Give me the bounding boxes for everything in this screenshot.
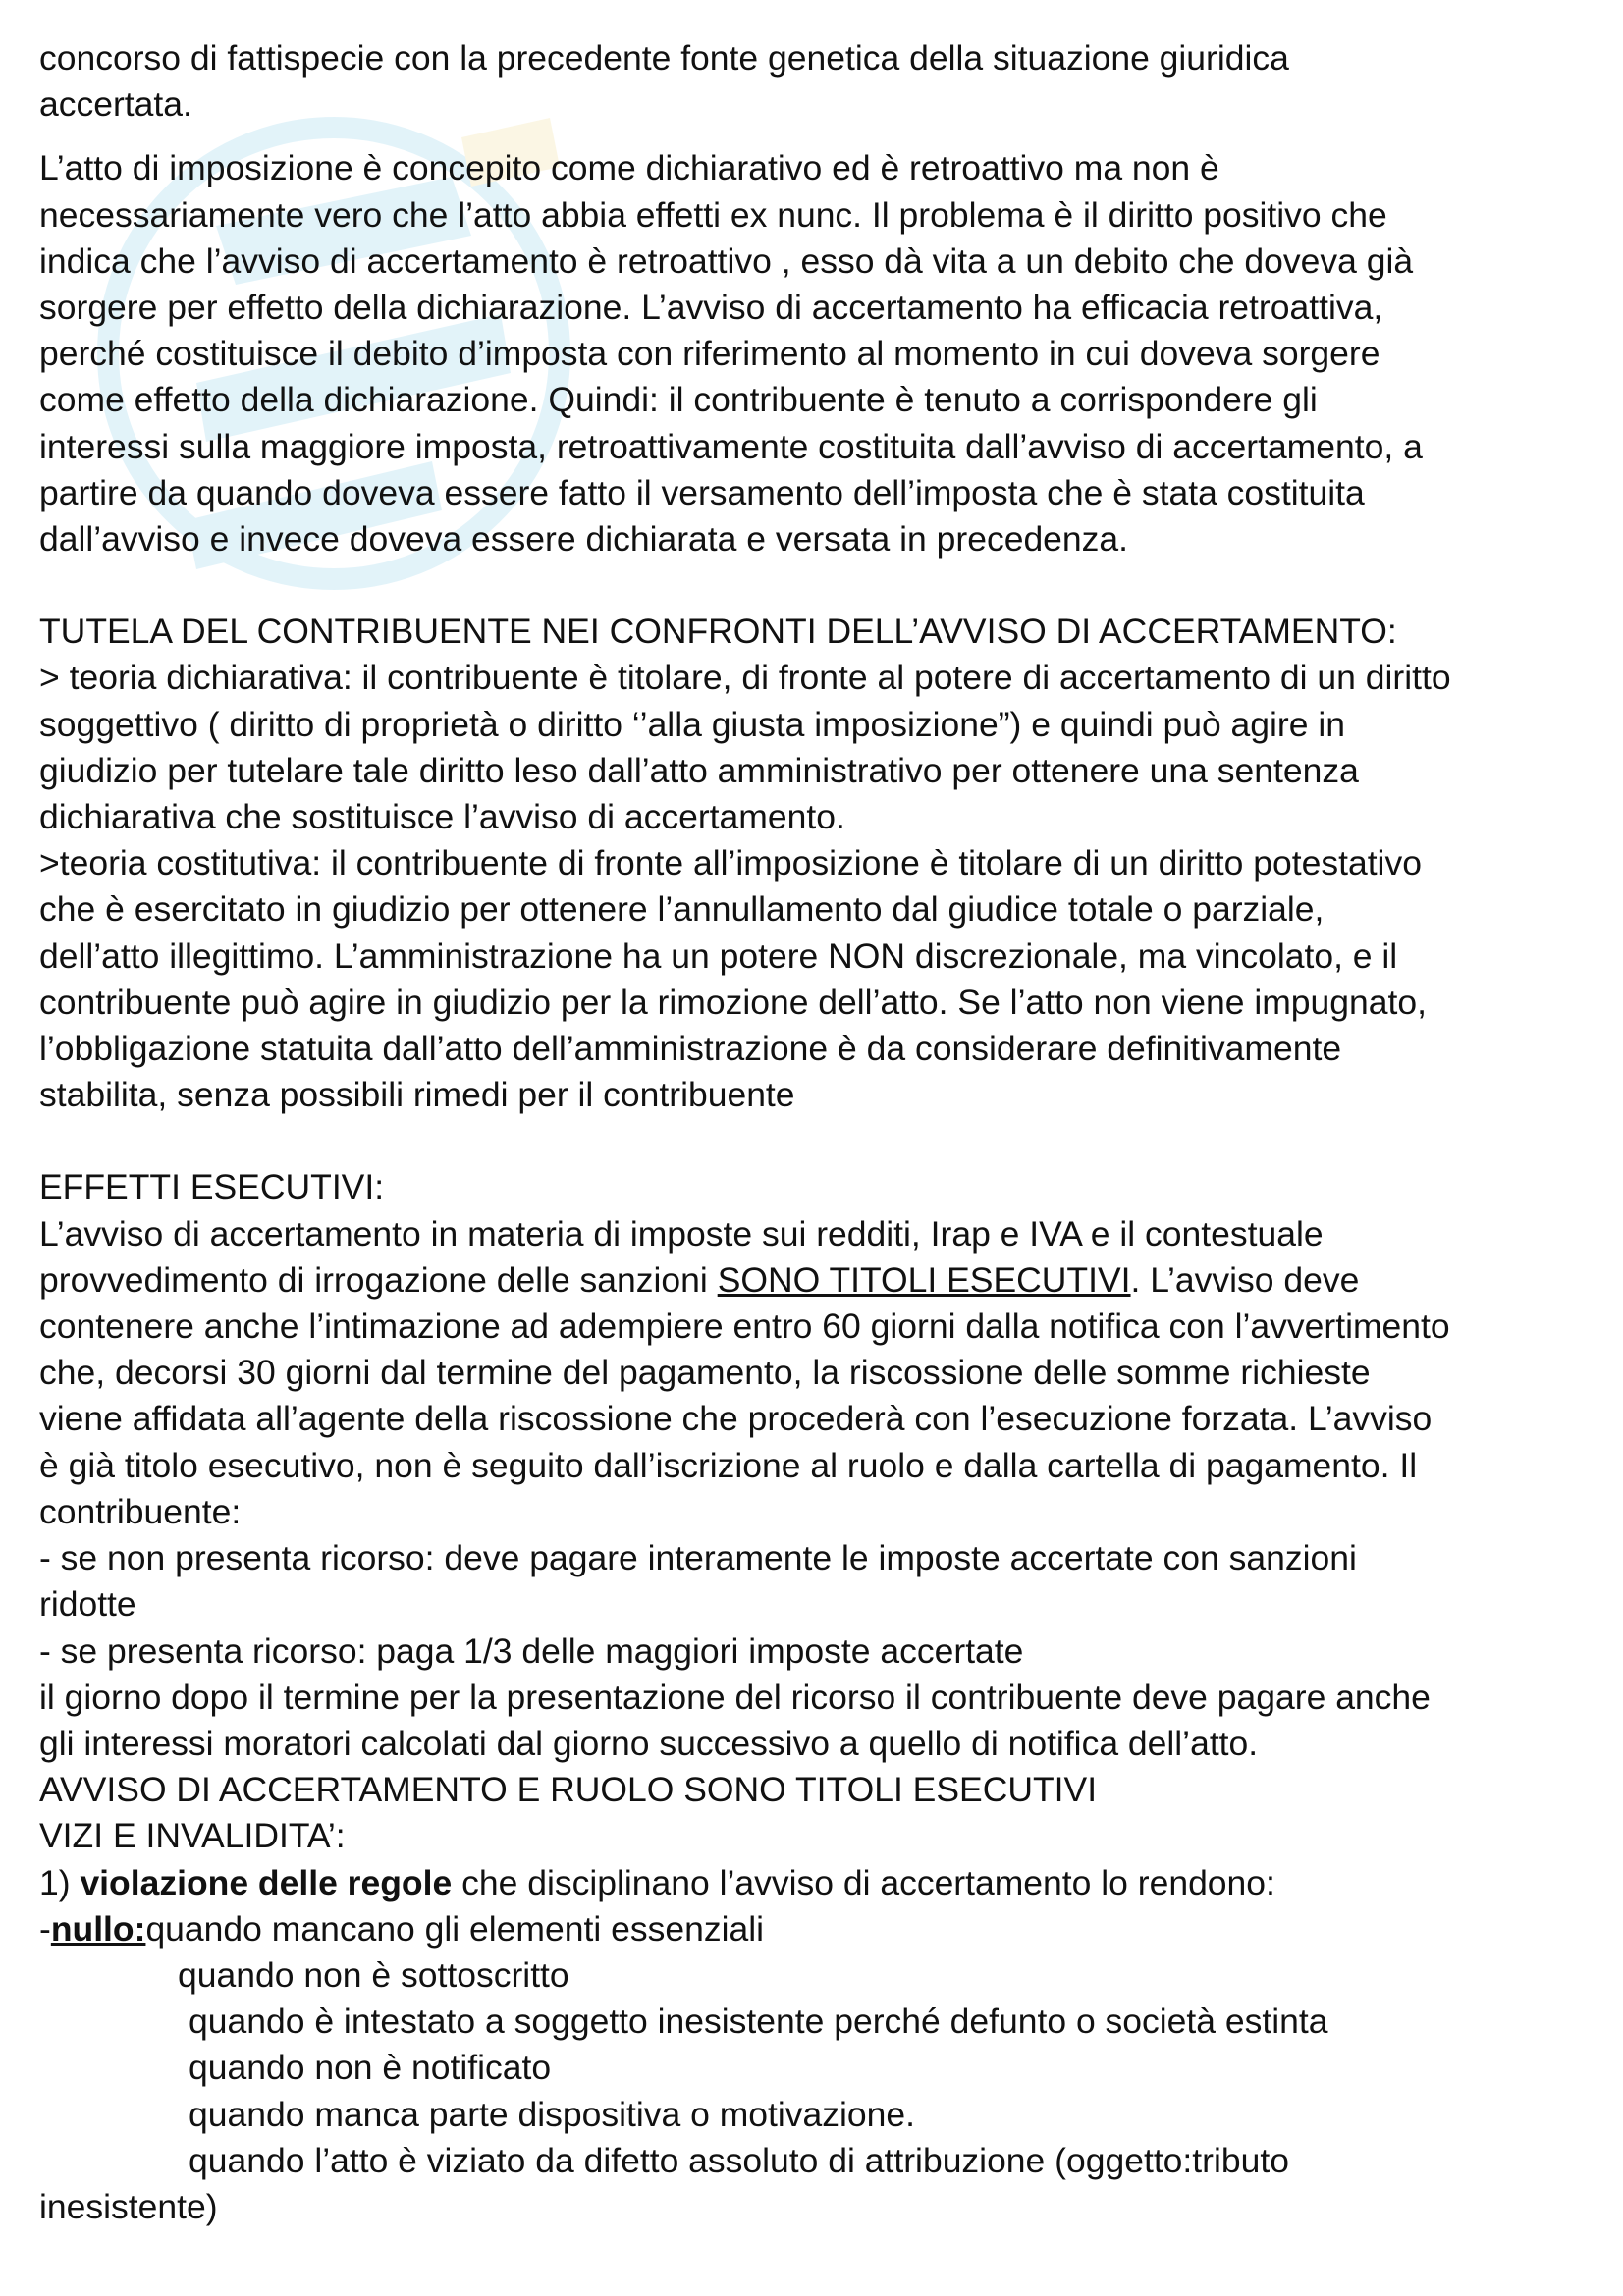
section-heading: AVVISO DI ACCERTAMENTO E RUOLO SONO TITOLI ESECUTIVI [39,1770,1098,1810]
text-line: L’avviso di accertamento in materia di imposte sui redditi, Irap e IVA e il contestuale [39,1213,1324,1254]
text-run: 1) [39,1862,81,1902]
text-line: contribuente: [39,1491,242,1531]
text-line: >teoria costitutiva: il contribuente di fronte all’imposizione è titolare di un diritto potestativo [39,843,1422,883]
text-line: giudizio per tutelare tale diritto leso dall’atto amministrativo per ottenere una sentenza [39,750,1359,790]
section-heading: EFFETTI ESECUTIVI: [39,1167,385,1207]
text-line: > teoria dichiarativa: il contribuente è titolare, di fronte al potere di accertamento di un diritto [39,658,1451,698]
text-run: quando mancano gli elementi essenziali [145,1908,764,1949]
text-line [39,1906,1600,1952]
text-line: L’atto di imposizione è concepito come dichiarativo ed è retroattivo ma non è [39,148,1219,188]
text-line: che, decorsi 30 giorni dal termine del pagamento, la riscossione delle somme richieste [39,1353,1371,1393]
indented-line: quando manca parte dispositiva o motivazione. [189,2094,916,2134]
text-line: viene affidata all’agente della riscossione che procederà con l’esecuzione forzata. L’avviso [39,1399,1433,1439]
underlined-text: SONO TITOLI ESECUTIVI [717,1259,1131,1300]
section-effetti-esecutivi [39,1164,1600,2230]
text-line [39,1257,1600,1304]
text-line: interessi sulla maggiore imposta, retroattivamente costituita dall’avviso di accertamento, a [39,426,1423,466]
text-line: concorso di fattispecie con la precedente fonte genetica della situazione giuridica [39,38,1289,78]
text-line: l’obbligazione statuita dall’atto dell’amministrazione è da considerare definitivamente [39,1029,1342,1069]
indented-line: quando l’atto è viziato da difetto assoluto di attribuzione (oggetto:tributo [189,2140,1289,2180]
text-line: soggettivo ( diritto di proprietà o diritto ‘’alla giusta imposizione”) e quindi può agire in [39,704,1345,744]
section-tutela [39,609,1600,1118]
text-line: è già titolo esecutivo, non è seguito dall’iscrizione al ruolo e dalla cartella di pagamento. Il [39,1445,1418,1485]
text-line: come effetto della dichiarazione. Quindi: il contribuente è tenuto a corrispondere gli [39,380,1318,420]
text-run: che disciplinano l’avviso di accertamento lo rendono: [452,1862,1275,1902]
text-line: inesistente) [39,2186,218,2226]
text-line: perché costituisce il debito d’imposta con riferimento al momento in cui doveva sorgere [39,334,1380,374]
text-run: . L’avviso deve [1130,1259,1360,1300]
paragraph-1 [39,35,1600,128]
indented-line: quando non è notificato [189,2048,552,2088]
text-line: - se presenta ricorso: paga 1/3 delle maggiori imposte accertate [39,1630,1024,1671]
text-run: - [39,1908,51,1949]
text-line: necessariamente vero che l’atto abbia effetti ex nunc. Il problema è il diritto positivo che [39,194,1387,235]
text-line: - se non presenta ricorso: deve pagare interamente le imposte accertate con sanzioni [39,1538,1357,1578]
text-line [39,1860,1600,1906]
paragraph-2 [39,145,1600,562]
bold-text: violazione delle regole [80,1862,453,1902]
text-line: accertata. [39,84,192,125]
text-line: sorgere per effetto della dichiarazione. L’avviso di accertamento ha efficacia retroattiva, [39,288,1383,328]
text-run: provvedimento di irrogazione delle sanzioni [39,1259,718,1300]
text-line: contenere anche l’intimazione ad adempiere entro 60 giorni dalla notifica con l’avvertimento [39,1307,1450,1347]
text-line: indica che l’avviso di accertamento è retroattivo , esso dà vita a un debito che doveva già [39,240,1414,281]
text-line: contribuente può agire in giudizio per la rimozione dell’atto. Se l’atto non viene impugnato, [39,982,1427,1022]
text-line: dall’avviso e invece doveva essere dichiarata e versata in precedenza. [39,519,1129,560]
text-line: ridotte [39,1584,136,1625]
text-line: gli interessi moratori calcolati dal giorno successivo a quello di notifica dell’atto. [39,1723,1259,1763]
text-line: partire da quando doveva essere fatto il versamento dell’imposta che è stata costituita [39,472,1365,512]
text-line: dell’atto illegittimo. L’amministrazione ha un potere NON discrezionale, ma vincolato, e il [39,935,1398,976]
document-page [39,35,1600,2230]
text-line: stabilita, senza possibili rimedi per il contribuente [39,1075,795,1115]
text-line: dichiarativa che sostituisce l’avviso di accertamento. [39,797,845,837]
indented-line: quando è intestato a soggetto inesistente perché defunto o società estinta [189,2002,1328,2042]
bold-underlined-text: nullo: [50,1908,146,1949]
text-line: che è esercitato in giudizio per ottenere l’annullamento dal giudice totale o parziale, [39,889,1325,930]
indented-line: quando non è sottoscritto [178,1954,569,1995]
section-heading: TUTELA DEL CONTRIBUENTE NEI CONFRONTI DELL’AVVISO DI ACCERTAMENTO: [39,612,1397,652]
section-heading: VIZI E INVALIDITA’: [39,1816,346,1856]
text-line: il giorno dopo il termine per la presentazione del ricorso il contribuente deve pagare anche [39,1677,1431,1717]
